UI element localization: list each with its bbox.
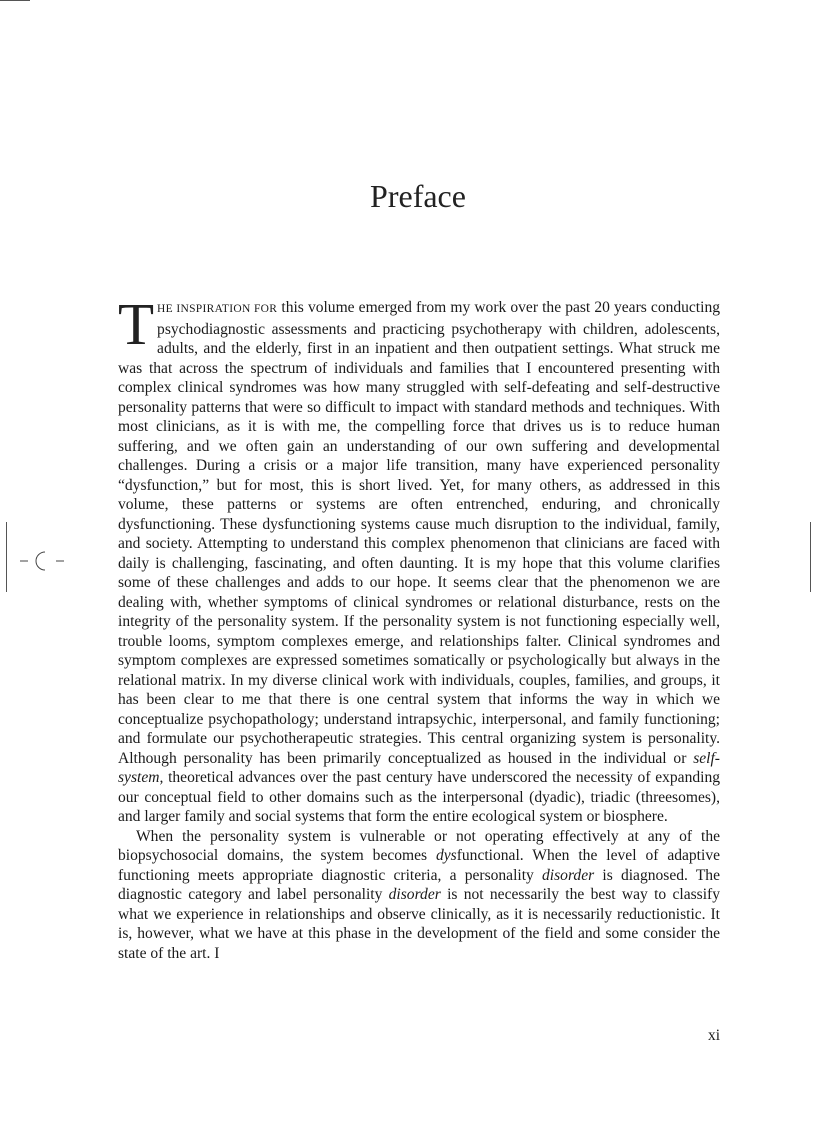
margin-tick-left bbox=[6, 522, 7, 592]
paragraph-2 bbox=[118, 827, 720, 964]
paragraph-1 bbox=[118, 291, 720, 827]
paragraph-1-end: theoretical advances over the past century have underscored the necessity of expanding our conceptual field to other domains such as the interpersonal (dyadic), triadic (threesomes), and larger family and social systems that form the entire ecological system or biosphere. bbox=[118, 769, 720, 825]
paragraph-2-text-c: is diagnosed. The diagnostic category and label personality bbox=[118, 866, 720, 903]
paragraph-2-text-a: When the personality system is vulnerable or not operating effectively at any of the biopsychosocial domains, the system becomes bbox=[118, 827, 720, 864]
body-text bbox=[118, 291, 720, 963]
italic-self-system: self-system, bbox=[118, 749, 720, 786]
paragraph-2-text-d: is not necessarily the best way to classify what we experience in relationships and observe clinically, as it is necessarily reductionistic. It is, however, what we have at this phase in the development of the field and some consider the state of the art. I bbox=[118, 886, 720, 962]
lead-in-smallcaps: HE INSPIRATION FOR bbox=[157, 303, 278, 315]
page-number: xi bbox=[707, 1027, 720, 1044]
registration-mark-icon bbox=[20, 546, 64, 576]
italic-dys: dys bbox=[436, 847, 457, 864]
chapter-title: Preface bbox=[370, 178, 466, 214]
paragraph-1-text: this volume emerged from my work over the past 20 years conducting psychodiagnostic assessments and practicing psychotherapy with children, adolescents, adults, and the elderly, first in an inpatient and then outpatient settings. What struck me was that across the spectrum of individuals and families that I encountered presenting with complex clinical syndromes was how many struggled with self-defeating and self-destructive personality patterns that were so difficult to impact with standard methods and techniques. With most clinicians, as it is with me, the compelling force that drives us is to reduce human suffering, and we often gain an understanding of our own suffering and developmental challenges. During a crisis or a major life transition, many have experienced personality “dysfunction,” but for most, this is short lived. Yet, for many others, as addressed in this volume, these patterns or systems are often entrenched, enduring, and chronically dysfunctioning. These dysfunctioning systems cause much disruption to the individual, family, and society. Attempting to understand this complex phenomenon that clinicians are faced with daily is challenging, fascinating, and often daunting. It is my hope that this volume clarifies some of these challenges and adds to our hope. It seems clear that the phenomenon we are dealing with, whether symptoms of clinical syndromes or relational disturbance, rests on the integrity of the personality system. If the personality system is not functioning especially well, trouble looms, symptom complexes emerge, and relationships falter. Clinical syndromes and symptom complexes are expressed sometimes somatically or psychologically but always in the relational matrix. In my diverse clinical work with individuals, couples, families, and groups, it has been clear to me that there is one central system that informs the way in which we conceptualize psychopathology; understand intrapsychic, interpersonal, and family functioning; and formulate our psychotherapeutic strategies. This central organizing system is personality. Although personality has been primarily conceptualized as housed in the individual or bbox=[118, 299, 720, 767]
italic-disorder-2: disorder bbox=[388, 886, 441, 903]
italic-disorder: disorder bbox=[542, 866, 595, 884]
drop-cap: T bbox=[118, 291, 155, 357]
paragraph-2-text-b: functional. When the level of adaptive functioning meets appropriate diagnostic criteria, a personality bbox=[118, 847, 720, 884]
margin-tick-right bbox=[810, 522, 811, 592]
crop-mark-top bbox=[0, 0, 30, 2]
